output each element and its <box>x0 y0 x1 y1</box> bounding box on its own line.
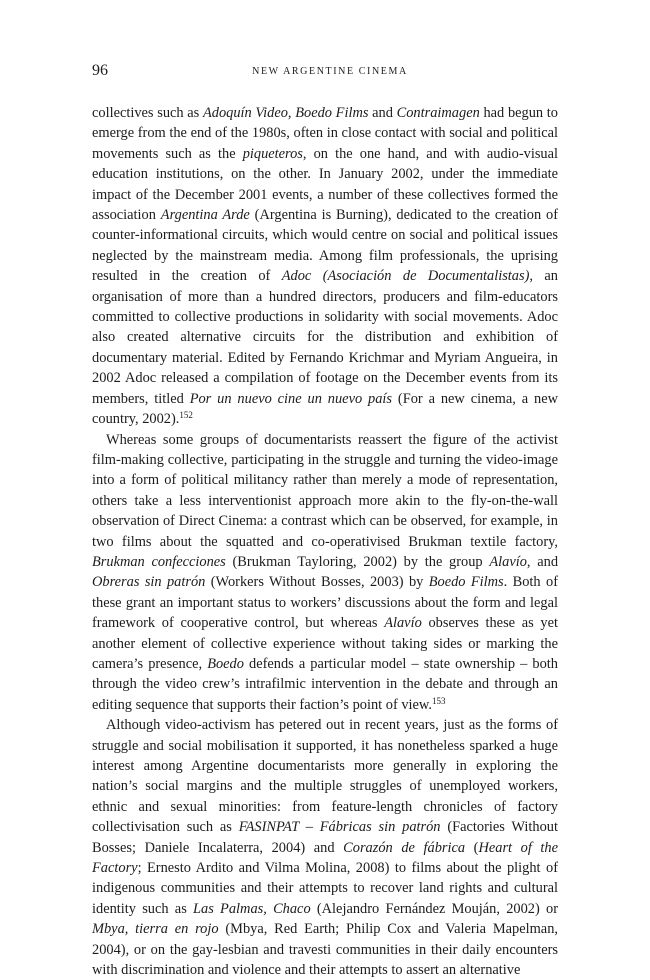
italic-text: piqueteros <box>242 145 303 162</box>
text-run: defends a particular model – state ownership – both through the video crew’s intrafilmic intervention in the debate and through an editing sequence that supports their faction’s point of view. <box>92 655 558 713</box>
text-run: . Both of these grant an important status to workers’ discussions about the form and legal framework of cooperative control, but whereas <box>92 574 558 632</box>
body-text <box>92 103 558 980</box>
text-run: Whereas some groups of documentarists reassert the figure of the activist film-making collective, participating in the struggle and turning the video-image into a form of political militancy rather than merely a mode of representation, others take a less interventionist approach more akin to the fly-on-the-wall observation of Direct Cinema: a contrast which can be observed, for example, in two films about the squatted and co-operativised Brukman textile factory, <box>92 431 558 550</box>
text-run: (Argentina is Burning), dedicated to the creation of counter-informational circuits, which would centre on social and political issues neglected by the mainstream media. Among film professionals, the uprising resulted in the creation of <box>92 207 558 285</box>
page-number: 96 <box>92 62 108 79</box>
italic-text: Obreras sin patrón <box>92 574 206 591</box>
footnote-ref: 152 <box>179 410 193 421</box>
paragraph-3 <box>92 715 558 980</box>
italic-text: Adoc (Asociación de Documentalistas) <box>281 268 530 285</box>
italic-text: Brukman confecciones <box>92 553 226 570</box>
text-run: Although video-activism has petered out in recent years, just as the forms of struggle and social mobilisation it supported, it has nonetheless sparked a huge interest among Argentine documentarists more generally in exploring the nation’s social margins and the multiple struggles of unemployed workers, ethnic and sexual minorities: from feature-length chronicles of factory collectivisation such as <box>92 717 558 836</box>
text-run: , on the one hand, and with audio-visual education institutions, on the other. In January 2002, under the immediate impact of the December 2001 events, a number of these collectives formed the association <box>92 145 558 224</box>
paragraph-2 <box>92 430 558 716</box>
italic-text: Mbya, tierra en rojo <box>92 921 219 938</box>
italic-text: Boedo <box>207 655 244 672</box>
italic-text: Las Palmas, Chaco <box>193 900 311 917</box>
running-head: NEW ARGENTINE CINEMA <box>252 66 408 77</box>
text-run: (Factories Without Bosses; Daniele Incalaterra, 2004) and <box>92 819 558 856</box>
italic-text: Boedo Films <box>428 574 504 591</box>
text-run: ( <box>465 839 479 856</box>
text-run: , an organisation of more than a hundred directors, producers and film-educators committed to collective productions in solidarity with social movements. Adoc also created alternative circuits for the distribution and exhibition of documentary material. Edited by Fernando Krichmar and Myriam Angueira, in 2002 Adoc released a compilation of footage on the December events from its members, titled <box>92 268 558 407</box>
italic-text: Contraimagen <box>396 105 480 121</box>
italic-text: Por un nuevo cine un nuevo país <box>189 390 393 407</box>
text-run: (Alejandro Fernández Mouján, 2002) or <box>310 900 558 917</box>
italic-text: Adoquín Video, Boedo Films <box>202 105 369 121</box>
text-run: , and <box>526 553 559 570</box>
paragraph-1 <box>92 103 558 430</box>
italic-text: Corazón de fábrica <box>343 839 466 856</box>
page-header <box>92 62 558 82</box>
text-run: and <box>368 105 397 121</box>
text-run: collectives such as <box>92 105 203 121</box>
italic-text: Heart of the Factory <box>92 839 559 877</box>
text-run: ; Ernesto Ardito and Vilma Molina, 2008) to films about the plight of indigenous communities and their attempts to recover land rights and cultural identity such as <box>92 860 558 917</box>
text-run: (Workers Without Bosses, 2003) by <box>205 574 429 591</box>
text-run: (For a new cinema, a new country, 2002). <box>92 390 558 428</box>
italic-text: Alavío <box>384 615 422 632</box>
text-run: observes these as yet another element of collective experience without taking sides or marking the camera’s presence, <box>92 615 558 672</box>
italic-text: FASINPAT – Fábricas sin patrón <box>238 819 441 836</box>
italic-text: Alavío <box>489 553 527 570</box>
text-run: (Mbya, Red Earth; Philip Cox and Valeria Mapelman, 2004), or on the gay-lesbian and travesti communities in their daily encounters with discrimination and violence and their attempts to assert an alternative <box>92 921 558 979</box>
italic-text: Argentina Arde <box>160 207 250 224</box>
text-run: had begun to emerge from the end of the 1980s, often in close contact with social and political movements such as the <box>92 105 558 162</box>
text-run: (Brukman Tayloring, 2002) by the group <box>225 553 490 570</box>
footnote-ref: 153 <box>431 695 446 706</box>
